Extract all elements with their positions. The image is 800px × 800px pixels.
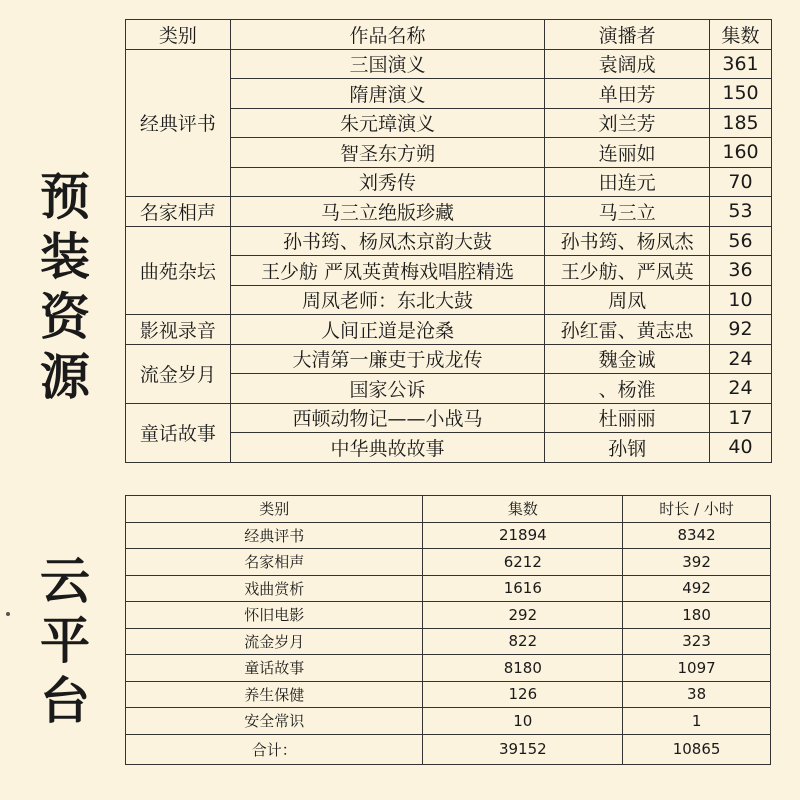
table-row <box>126 315 772 345</box>
header-performer: 演播者 <box>545 20 710 50</box>
episodes-cell: 126 <box>423 681 623 708</box>
category-cell: 安全常识 <box>126 708 423 735</box>
episodes-cell: 292 <box>423 602 623 629</box>
table-header-row <box>126 20 772 50</box>
episodes-cell: 36 <box>710 256 772 286</box>
table-row <box>126 602 771 629</box>
header-category: 类别 <box>126 496 423 523</box>
hours-cell: 323 <box>623 628 771 655</box>
decorative-dot <box>6 612 10 616</box>
work-cell: 国家公诉 <box>230 374 544 404</box>
cloud-title-char: 平 <box>40 611 90 670</box>
hours-cell: 392 <box>623 549 771 576</box>
performer-cell: 刘兰芳 <box>545 108 710 138</box>
work-cell: 刘秀传 <box>230 167 544 197</box>
table-row <box>126 49 772 79</box>
total-row <box>126 734 771 764</box>
hours-cell: 180 <box>623 602 771 629</box>
preload-section-title <box>32 167 98 412</box>
category-cell: 流金岁月 <box>126 344 231 403</box>
category-cell: 流金岁月 <box>126 628 423 655</box>
performer-cell: 马三立 <box>545 197 710 227</box>
episodes-cell: 1616 <box>423 575 623 602</box>
category-cell: 童话故事 <box>126 403 231 462</box>
episodes-cell: 56 <box>710 226 772 256</box>
total-episodes: 39152 <box>423 734 623 764</box>
performer-cell: 、杨淮 <box>545 374 710 404</box>
episodes-cell: 10 <box>423 708 623 735</box>
performer-cell: 孙红雷、黄志忠 <box>545 315 710 345</box>
performer-cell: 王少舫、严凤英 <box>545 256 710 286</box>
work-cell: 智圣东方朔 <box>230 138 544 168</box>
category-cell: 怀旧电影 <box>126 602 423 629</box>
cloud-title-char: 云 <box>40 551 90 610</box>
episodes-cell: 17 <box>710 403 772 433</box>
hours-cell: 492 <box>623 575 771 602</box>
table-row <box>126 681 771 708</box>
performer-cell: 魏金诚 <box>545 344 710 374</box>
preload-resources-table <box>125 19 772 463</box>
category-cell: 名家相声 <box>126 549 423 576</box>
preload-title-char: 装 <box>40 227 90 286</box>
table-row <box>126 522 771 549</box>
hours-cell: 38 <box>623 681 771 708</box>
work-cell: 周凤老师：东北大鼓 <box>230 285 544 315</box>
table-header-row <box>126 496 771 523</box>
category-cell: 经典评书 <box>126 49 231 197</box>
episodes-cell: 24 <box>710 374 772 404</box>
episodes-cell: 92 <box>710 315 772 345</box>
header-work: 作品名称 <box>230 20 544 50</box>
hours-cell: 1 <box>623 708 771 735</box>
table-row <box>126 655 771 682</box>
performer-cell: 单田芳 <box>545 79 710 109</box>
work-cell: 朱元璋演义 <box>230 108 544 138</box>
category-cell: 童话故事 <box>126 655 423 682</box>
total-hours: 10865 <box>623 734 771 764</box>
episodes-cell: 6212 <box>423 549 623 576</box>
header-episodes: 集数 <box>710 20 772 50</box>
work-cell: 王少舫 严凤英黄梅戏唱腔精选 <box>230 256 544 286</box>
work-cell: 孙书筠、杨凤杰京韵大鼓 <box>230 226 544 256</box>
work-cell: 西顿动物记——小战马 <box>230 403 544 433</box>
performer-cell: 连丽如 <box>545 138 710 168</box>
category-cell: 戏曲赏析 <box>126 575 423 602</box>
performer-cell: 孙钢 <box>545 433 710 463</box>
table-row <box>126 575 771 602</box>
category-cell: 名家相声 <box>126 197 231 227</box>
work-cell: 隋唐演义 <box>230 79 544 109</box>
header-episodes: 集数 <box>423 496 623 523</box>
episodes-cell: 150 <box>710 79 772 109</box>
performer-cell: 田连元 <box>545 167 710 197</box>
performer-cell: 袁阔成 <box>545 49 710 79</box>
cloud-title-char: 台 <box>40 671 90 730</box>
work-cell: 马三立绝版珍藏 <box>230 197 544 227</box>
cloud-section-title <box>32 551 98 736</box>
category-cell: 养生保健 <box>126 681 423 708</box>
table-row <box>126 628 771 655</box>
table-row <box>126 403 772 433</box>
preload-title-char: 资 <box>40 287 90 346</box>
table-row <box>126 226 772 256</box>
category-cell: 影视录音 <box>126 315 231 345</box>
header-hours: 时长 / 小时 <box>623 496 771 523</box>
episodes-cell: 361 <box>710 49 772 79</box>
episodes-cell: 40 <box>710 433 772 463</box>
episodes-cell: 8180 <box>423 655 623 682</box>
episodes-cell: 160 <box>710 138 772 168</box>
episodes-cell: 24 <box>710 344 772 374</box>
table-row <box>126 708 771 735</box>
category-cell: 曲苑杂坛 <box>126 226 231 315</box>
header-category: 类别 <box>126 20 231 50</box>
table-row <box>126 197 772 227</box>
episodes-cell: 70 <box>710 167 772 197</box>
episodes-cell: 53 <box>710 197 772 227</box>
work-cell: 大清第一廉吏于成龙传 <box>230 344 544 374</box>
category-cell: 经典评书 <box>126 522 423 549</box>
performer-cell: 杜丽丽 <box>545 403 710 433</box>
performer-cell: 孙书筠、杨凤杰 <box>545 226 710 256</box>
performer-cell: 周凤 <box>545 285 710 315</box>
episodes-cell: 822 <box>423 628 623 655</box>
cloud-platform-table <box>125 495 771 765</box>
episodes-cell: 21894 <box>423 522 623 549</box>
hours-cell: 1097 <box>623 655 771 682</box>
work-cell: 人间正道是沧桑 <box>230 315 544 345</box>
episodes-cell: 185 <box>710 108 772 138</box>
preload-title-char: 预 <box>40 167 90 226</box>
episodes-cell: 10 <box>710 285 772 315</box>
table-row <box>126 549 771 576</box>
table-row <box>126 344 772 374</box>
work-cell: 中华典故故事 <box>230 433 544 463</box>
preload-title-char: 源 <box>40 347 90 406</box>
work-cell: 三国演义 <box>230 49 544 79</box>
hours-cell: 8342 <box>623 522 771 549</box>
total-label: 合计： <box>126 734 423 764</box>
